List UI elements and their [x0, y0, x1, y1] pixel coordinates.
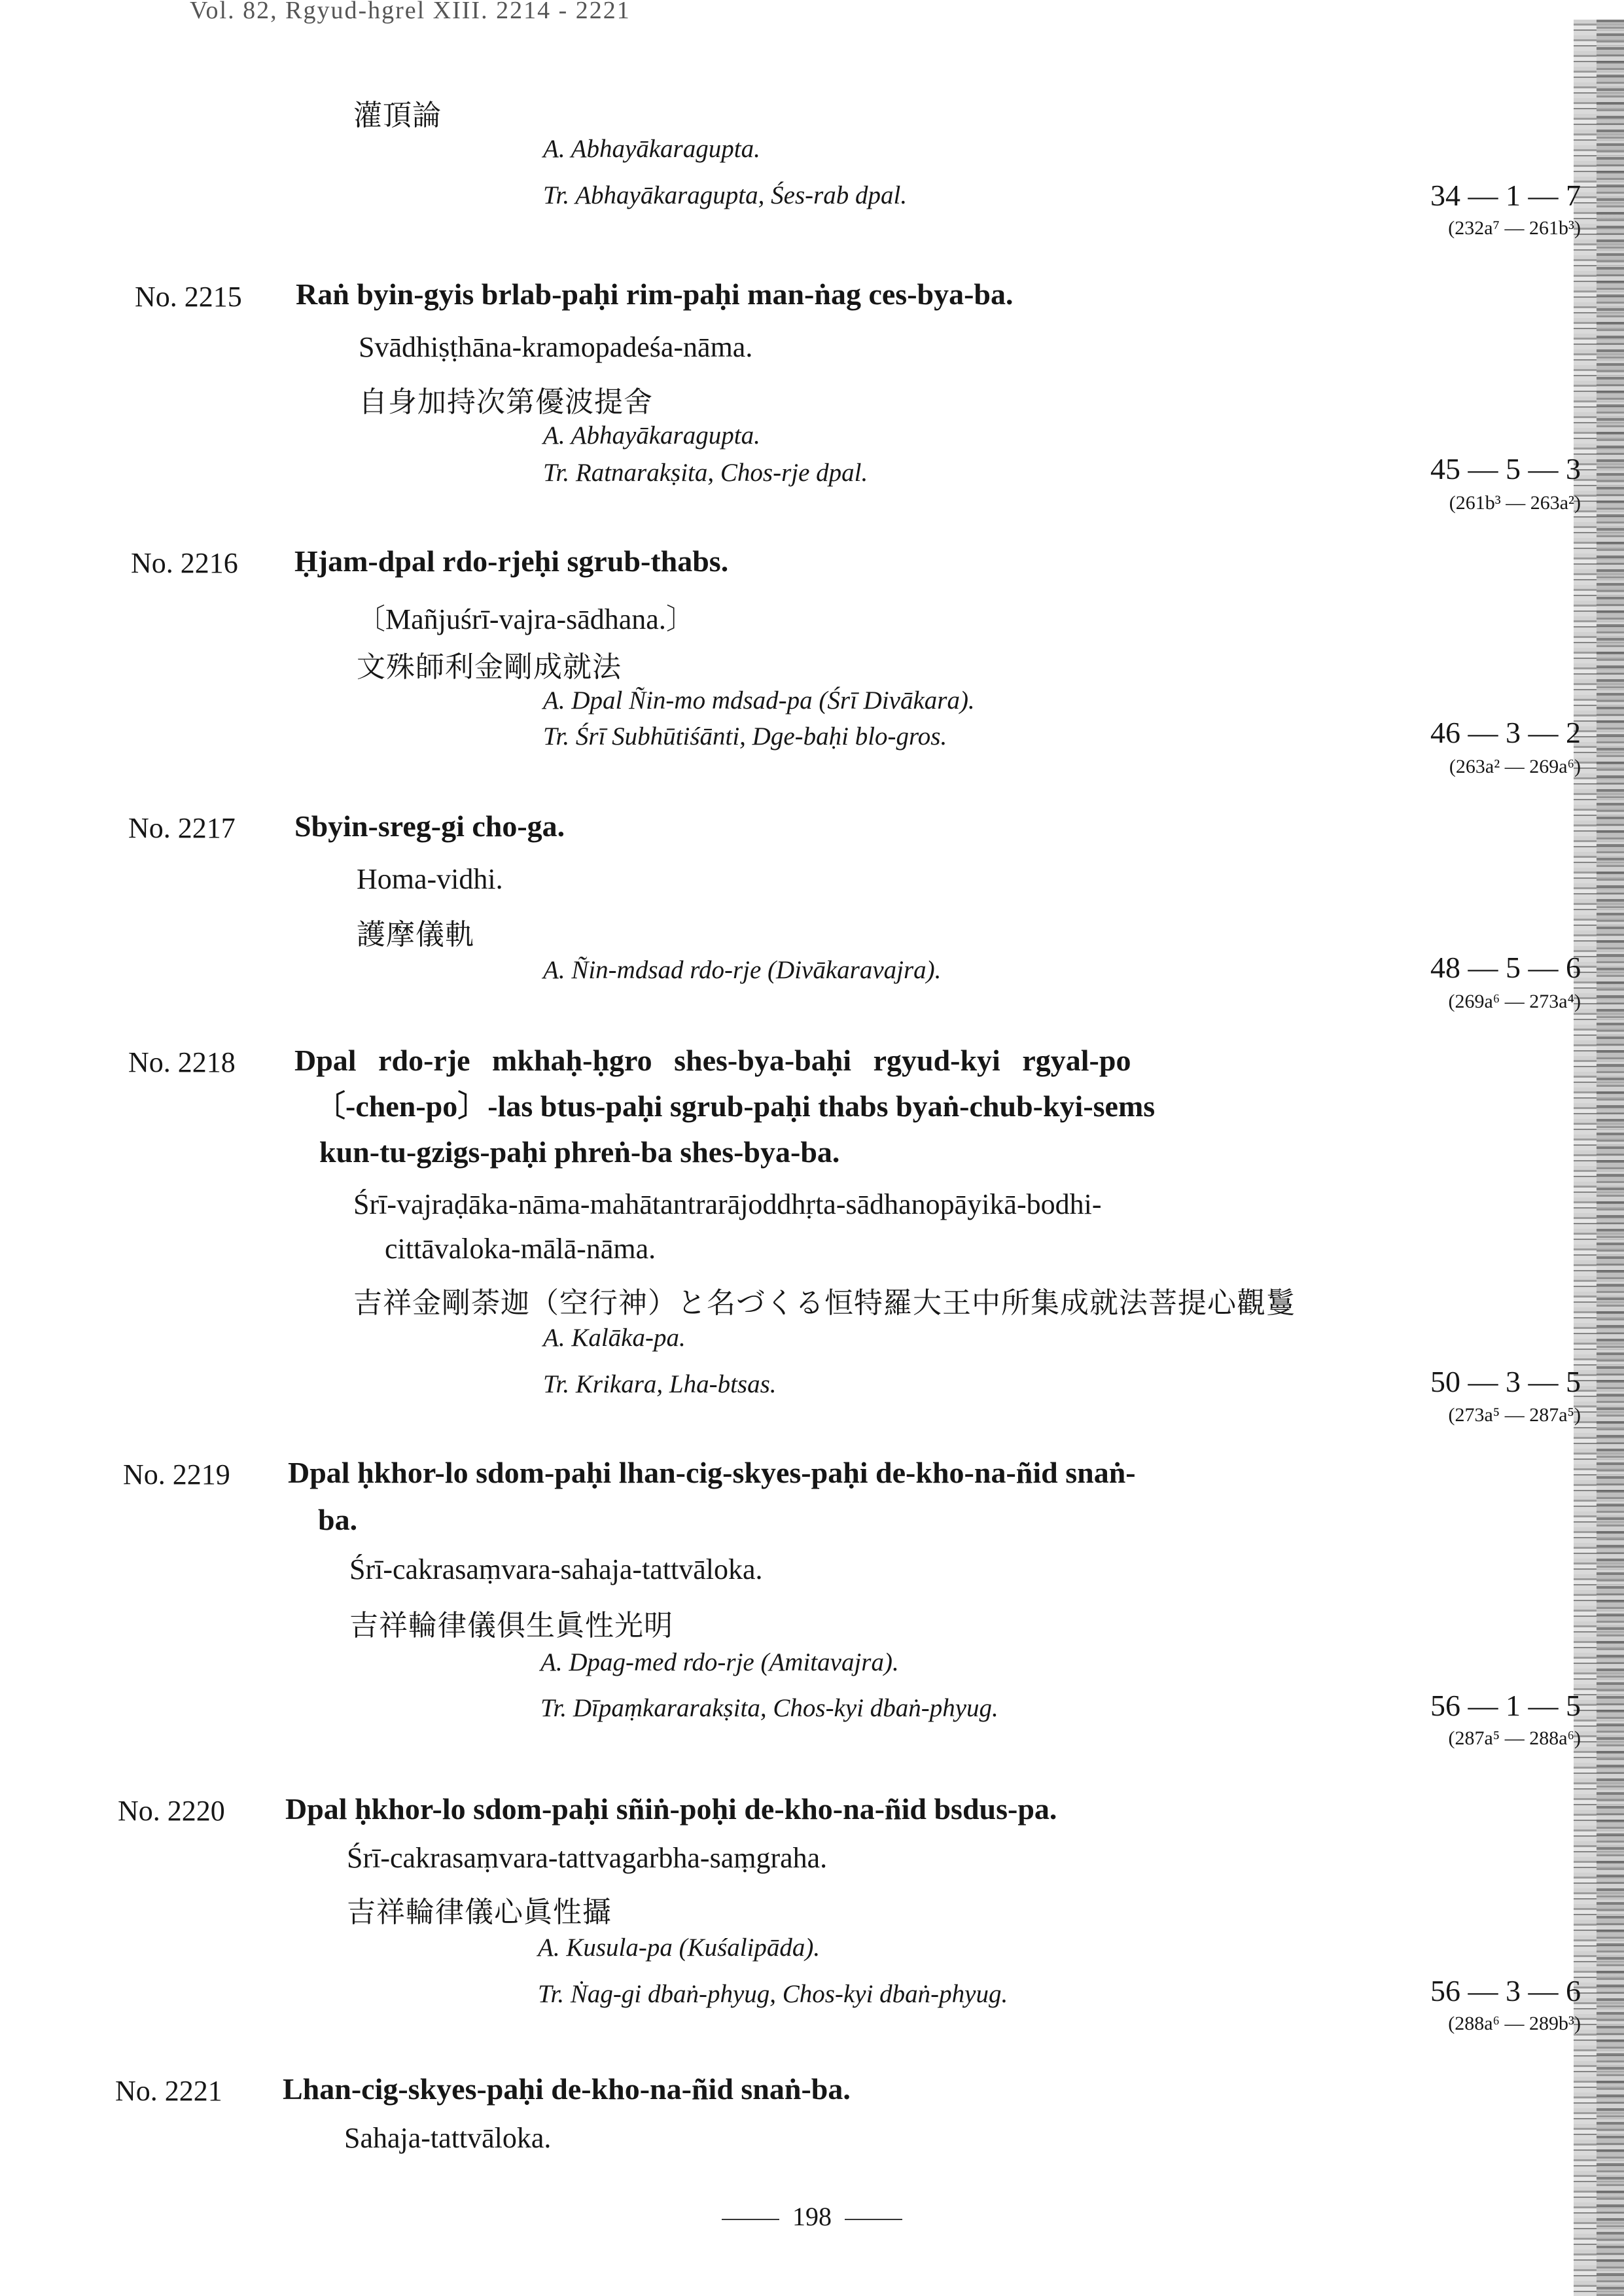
tibetan-title-line: Dpal rdo-rje mkhaḥ-ḥgro shes-bya-baḥi rgyud-kyi rgyal-po: [294, 1044, 1131, 1077]
translator-line: Tr. Ratnarakṣita, Chos-rje dpal.: [543, 459, 868, 487]
volume-reference: 45 — 5 — 3: [1430, 452, 1581, 486]
translator-line: Tr. Abhayākaragupta, Śes-rab dpal.: [543, 181, 908, 209]
author-line: A. Kalāka-pa.: [543, 1324, 686, 1352]
running-head: Vol. 82, Rgyud-hgrel XIII. 2214 - 2221: [190, 0, 631, 24]
tibetan-title-line: Raṅ byin-gyis brlab-paḥi rim-paḥi man-ṅag ces-bya-ba.: [296, 277, 1014, 311]
sanskrit-title-line: Śrī-cakrasaṃvara-sahaja-tattvāloka.: [349, 1553, 763, 1585]
page-number-value: 198: [792, 2202, 832, 2231]
author-line: A. Kusula-pa (Kuśalipāda).: [538, 1934, 821, 1962]
chinese-title: 自身加持次第優波提舍: [359, 385, 653, 419]
chinese-title: 吉祥輪律儀俱生眞性光明: [349, 1609, 673, 1642]
volume-reference: 56 — 3 — 6: [1430, 1974, 1581, 2007]
folio-location: (263a² — 269a⁶): [1449, 756, 1581, 777]
sanskrit-title-line: 〔Mañjuśrī-vajra-sādhana.〕: [357, 603, 695, 635]
tibetan-title-line: ba.: [318, 1503, 358, 1536]
folio-rule-left: [722, 2219, 779, 2220]
translator-line: Tr. Dīpaṃkararakṣita, Chos-kyi dbaṅ-phyug.: [540, 1694, 998, 1722]
entry-number: No. 2221: [115, 2075, 222, 2107]
sanskrit-title-line: Sahaja-tattvāloka.: [344, 2122, 552, 2154]
chinese-title: 文殊師利金剛成就法: [357, 650, 622, 684]
tibetan-title-line: Sbyin-sreg-gi cho-ga.: [294, 809, 565, 843]
chinese-title: 灌頂論: [353, 99, 442, 132]
volume-reference: 56 — 1 — 5: [1430, 1689, 1581, 1722]
volume-reference: 46 — 3 — 2: [1430, 716, 1581, 749]
author-line: A. Abhayākaragupta.: [543, 135, 760, 163]
sanskrit-title-line: cittāvaloka-mālā-nāma.: [385, 1233, 656, 1265]
author-line: A. Dpal Ñin-mo mdsad-pa (Śrī Divākara).: [543, 686, 975, 715]
page-number: [0, 2201, 1624, 2232]
chinese-title: 吉祥金剛荼迦（空行神）と名づくる恒特羅大王中所集成就法菩提心觀鬘: [353, 1286, 1296, 1320]
folio-location: (269a⁶ — 273a⁴): [1448, 991, 1581, 1012]
author-line: A. Abhayākaragupta.: [543, 421, 760, 450]
entry-number: No. 2218: [128, 1046, 236, 1078]
folio-location: (261b³ — 263a²): [1449, 492, 1581, 514]
sanskrit-title-line: Śrī-cakrasaṃvara-tattvagarbha-saṃgraha.: [347, 1842, 828, 1874]
tibetan-title-line: 〔-chen-po〕-las btus-paḥi sgrub-paḥi thabs byaṅ-chub-kyi-sems: [315, 1089, 1156, 1123]
entry-number: No. 2219: [123, 1458, 230, 1491]
entry-number: No. 2220: [118, 1795, 225, 1827]
sanskrit-title-line: Homa-vidhi.: [357, 863, 503, 895]
scanned-page-edge-inner: [1597, 20, 1624, 2296]
folio-location: (232a⁷ — 261b³): [1448, 217, 1581, 239]
volume-reference: 50 — 3 — 5: [1430, 1365, 1581, 1398]
folio-rule-right: [845, 2219, 902, 2220]
entry-number: No. 2217: [128, 812, 236, 844]
folio-location: (288a⁶ — 289b³): [1448, 2013, 1581, 2034]
tibetan-title-line: Lhan-cig-skyes-paḥi de-kho-na-ñid snaṅ-ba.: [283, 2072, 851, 2106]
tibetan-title-line: Ḥjam-dpal rdo-rjeḥi sgrub-thabs.: [294, 544, 729, 578]
folio-location: (273a⁵ — 287a⁵): [1448, 1404, 1581, 1426]
translator-line: Tr. Krikara, Lha-btsas.: [543, 1370, 777, 1398]
entry-number: No. 2215: [135, 281, 242, 313]
tibetan-title-line: kun-tu-gzigs-paḥi phreṅ-ba shes-bya-ba.: [319, 1135, 840, 1169]
author-line: A. Dpag-med rdo-rje (Amitavajra).: [540, 1648, 899, 1676]
tibetan-title-line: Dpal ḥkhor-lo sdom-paḥi lhan-cig-skyes-paḥi de-kho-na-ñid snaṅ-: [288, 1456, 1136, 1489]
sanskrit-title-line: Svādhiṣṭhāna-kramopadeśa-nāma.: [359, 331, 753, 363]
sanskrit-title-line: Śrī-vajraḍāka-nāma-mahātantrarājoddhṛta-sādhanopāyikā-bodhi-: [353, 1188, 1102, 1220]
translator-line: Tr. Ṅag-gi dbaṅ-phyug, Chos-kyi dbaṅ-phyug.: [538, 1980, 1008, 2008]
chinese-title: 吉祥輪律儀心眞性攝: [347, 1896, 612, 1929]
author-line: A. Ñin-mdsad rdo-rje (Divākaravajra).: [543, 956, 942, 984]
entry-number: No. 2216: [131, 547, 238, 579]
translator-line: Tr. Śrī Subhūtiśānti, Dge-baḥi blo-gros.: [543, 722, 947, 751]
volume-reference: 48 — 5 — 6: [1430, 951, 1581, 984]
folio-location: (287a⁵ — 288a⁶): [1448, 1727, 1581, 1749]
chinese-title: 護摩儀軌: [357, 918, 474, 951]
tibetan-title-line: Dpal ḥkhor-lo sdom-paḥi sñiṅ-poḥi de-kho-na-ñid bsdus-pa.: [285, 1792, 1057, 1826]
volume-reference: 34 — 1 — 7: [1430, 179, 1581, 212]
